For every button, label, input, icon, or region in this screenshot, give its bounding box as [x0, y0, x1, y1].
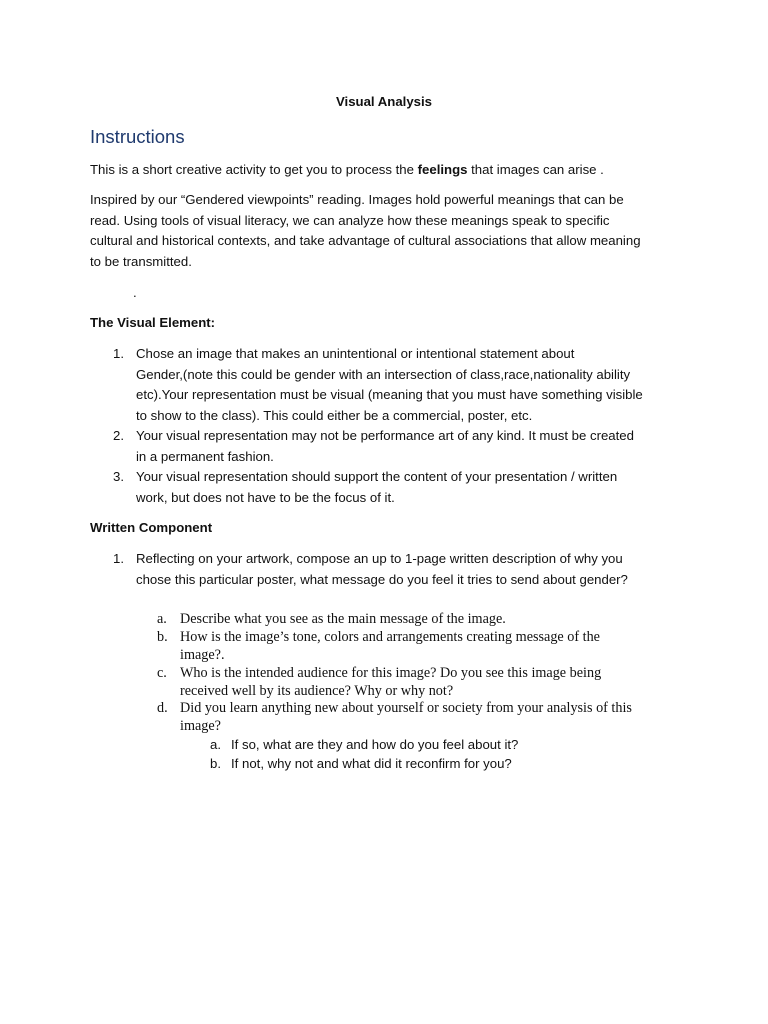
inspired-line-2: read. Using tools of visual literacy, we can analyze how these meanings speak to specific: [90, 212, 610, 228]
subitem-c: [180, 665, 601, 700]
nested-b-letter: b.: [210, 756, 221, 771]
visual-item-3: [136, 467, 617, 508]
subitem-c-line-1: Who is the intended audience for this image? Do you see this image being: [180, 665, 602, 681]
inspired-line-4: to be transmitted.: [90, 253, 192, 269]
visual-item-1: [136, 344, 643, 426]
visual-item-1-line-1: Chose an image that makes an unintentional or intentional statement about: [136, 346, 575, 361]
visual-item-1-line-4: to show to the class). This could either be a commercial, poster, etc.: [136, 407, 533, 423]
visual-item-2-line-2: in a permanent fashion.: [136, 448, 274, 464]
visual-item-2-number: 2.: [113, 428, 124, 443]
visual-item-1-number: 1.: [113, 346, 124, 361]
document-title: Visual Analysis: [335, 94, 433, 109]
visual-item-1-line-3: etc).Your representation must be visual (meaning that you must have something visible: [136, 387, 643, 403]
subitem-d-letter: d.: [157, 700, 168, 716]
nested-a-text: If so, what are they and how do you feel about it?: [231, 737, 519, 752]
visual-element-heading: The Visual Element:: [90, 315, 216, 330]
visual-item-2: [136, 426, 634, 467]
inspired-paragraph: [90, 190, 641, 272]
subitem-c-line-2: received well by its audience? Why or why not?: [180, 682, 454, 699]
subitem-c-letter: c.: [157, 665, 167, 681]
stray-period: .: [133, 285, 137, 300]
subitem-a: [180, 611, 506, 629]
inspired-line-1: Inspired by our “Gendered viewpoints” reading. Images hold powerful meanings that can be: [90, 192, 624, 207]
subitem-d-line-2: image?: [180, 717, 221, 734]
nested-b-text: If not, why not and what did it reconfirm for you?: [231, 756, 512, 771]
written-item-1: [136, 549, 628, 590]
instructions-heading: Instructions: [90, 126, 185, 147]
intro-paragraph: [90, 160, 604, 181]
subitem-d: [180, 700, 632, 735]
visual-item-3-line-2: work, but does not have to be the focus of it.: [136, 489, 395, 505]
intro-text-before: This is a short creative activity to get you to process the: [90, 162, 418, 177]
subitem-d-line-1: Did you learn anything new about yourself or society from your analysis of this: [180, 700, 632, 716]
visual-item-3-line-1: Your visual representation should support the content of your presentation / written: [136, 469, 618, 484]
inspired-line-3: cultural and historical contexts, and take advantage of cultural associations that allow meaning: [90, 233, 641, 249]
intro-text-after: that images can arise .: [467, 162, 604, 177]
intro-emphasis: feelings: [417, 162, 468, 177]
subitem-b-letter: b.: [157, 629, 168, 645]
visual-item-2-line-1: Your visual representation may not be performance art of any kind. It must be created: [136, 428, 634, 443]
nested-a-letter: a.: [210, 737, 221, 752]
visual-item-1-line-2: Gender,(note this could be gender with an intersection of class,race,nationality ability: [136, 366, 631, 382]
subitem-b: [180, 629, 600, 664]
subitem-a-line-1: Describe what you see as the main message of the image.: [180, 611, 506, 627]
subitem-b-line-1: How is the image’s tone, colors and arrangements creating message of the: [180, 629, 600, 645]
visual-item-3-number: 3.: [113, 469, 124, 484]
subitem-b-line-2: image?.: [180, 646, 225, 663]
written-item-1-line-2: chose this particular poster, what message do you feel it tries to send about gender?: [136, 571, 628, 587]
written-component-heading: Written Component: [90, 520, 213, 535]
written-item-1-line-1: Reflecting on your artwork, compose an up to 1-page written description of why you: [136, 551, 623, 566]
subitem-a-letter: a.: [157, 611, 167, 627]
written-item-1-number: 1.: [113, 551, 124, 566]
